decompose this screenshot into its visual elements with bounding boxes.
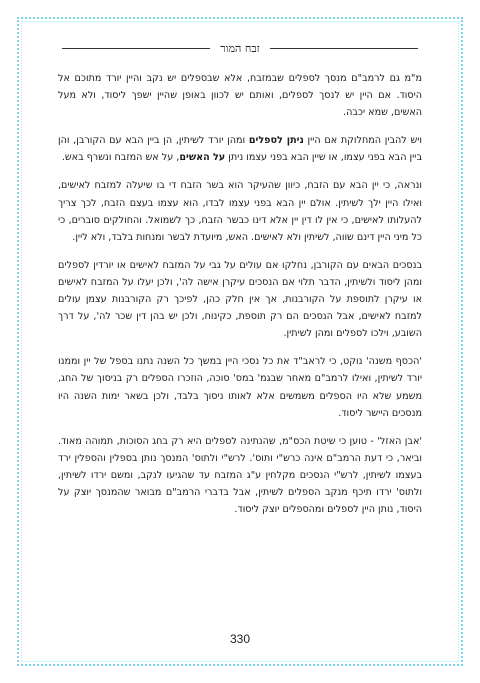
running-header: [62, 36, 418, 60]
paragraph-2: [58, 132, 422, 166]
paragraph-4: בנסכים הבאים עם הקורבן, נחלקו אם עולים על גבי על המזבח לאישים או יורדין לספלים ומהן ליסוד ולשיתין, הדבר תלוי אם הנסכים עיקרן אישה לה', ולכן יעלו על המזבח לאישים או עיקרן לתוספת על הקורבנות, אך אין חלק כהן, לפיכך רק הקורבנות עצמן עולים למזבח לאישים, אבל הנסכים הם רק תוספת, כקינוח, ולכן יש בהן דין שכר לה', על דרך השובע, וילכו לספלים ומהן לשיתין.: [58, 259, 422, 340]
paragraph-2-text: ויש להבין המחלוקת אם היין: [303, 135, 423, 147]
paragraph-6: 'אבן האזל' - טוען כי שיטת הכס"מ, שהנתינה לספלים היא רק בחג הסוכות, תמוהה מאוד. וביאר, כי דעת הרמב"ם אינה כרש"י ותוס'. לרש"י ולתוס' המנסך נותן בספלין והספלין ירד בעצמו לשיתין, לרש"י הנסכים מקלחין ע"ג המזבח עד שהגיעו לנקב, ומשם ירדו לשיתין, ולתוס' ירדו תיכף מנקב הספלים לשיתין, אבל בדברי הרמב"ם מבואר שהמנסך יוצק על היסוד, נותן היין לספלים ומהספלים יוצק ליסוד.: [58, 435, 422, 516]
header-title: זבח המור: [220, 41, 260, 55]
paragraph-3: ונראה, כי יין הבא עם הזבח, כיוון שהעיקר הוא בשר הזבח די בו שיעלה למזבח לאישים, ואילו היין ילך לשיתין. אולם יין הבא בפני עצמו לבדו, הוא עצמו בעצם הזבח, לכך צריך להעלותו לאישים, כי אין לו דין יין אלא דינו כבשר הזבח, כך לשמואל. והחולקים סוברים, כי כל מיני היין דינם שווה, לשיתין ולא לאישים. האש, מיועדת לבשר ומנחות בלבד, ולא ליין.: [58, 180, 422, 243]
bold-term-ishim: על האשים: [179, 152, 226, 164]
paragraph-1: מ"מ גם לרמב"ם מנסך לספלים שבמזבח, אלא שבספלים יש נקב והיין יורד מתוכם אל היסוד. אם היין יש לנסך לספלים, ואותם יש לכוון באופן שהיין ישפך ליסוד, ולא מעל האשים, שמא יכבה.: [58, 73, 422, 119]
bold-term-spalim: ניתן לספלים: [248, 135, 304, 147]
header-rule-right: [270, 48, 418, 49]
page-body: [58, 70, 422, 610]
page-number: 330: [229, 632, 251, 646]
header-rule-left: [62, 48, 210, 49]
paragraph-2-text: ומהן יורד לשיתין, הן ביין הבא עם הקורבן, והן ביין הבא בפני עצמו, או שיין הבא בפני עצמו ניתן: [58, 135, 422, 164]
paragraph-2-text: , על אש המזבח ונשרף באש.: [61, 152, 180, 164]
paragraph-5: 'הכסף משנה' נוקט, כי לראב"ד את כל נסכי היין במשך כל השנה נתנו בספל של יין וממנו יורד לשיתין, ואילו לרמב"ם מאחר שבגמ' במס' סוכה, הוזכרו הספלים רק בניסוך של החג, משמע שלא היו הספלים משמשים אלא לאותו ניסוך בלבד, ולכן בשאר ימות השנה היו מנסכים היישר ליסוד.: [58, 356, 422, 419]
